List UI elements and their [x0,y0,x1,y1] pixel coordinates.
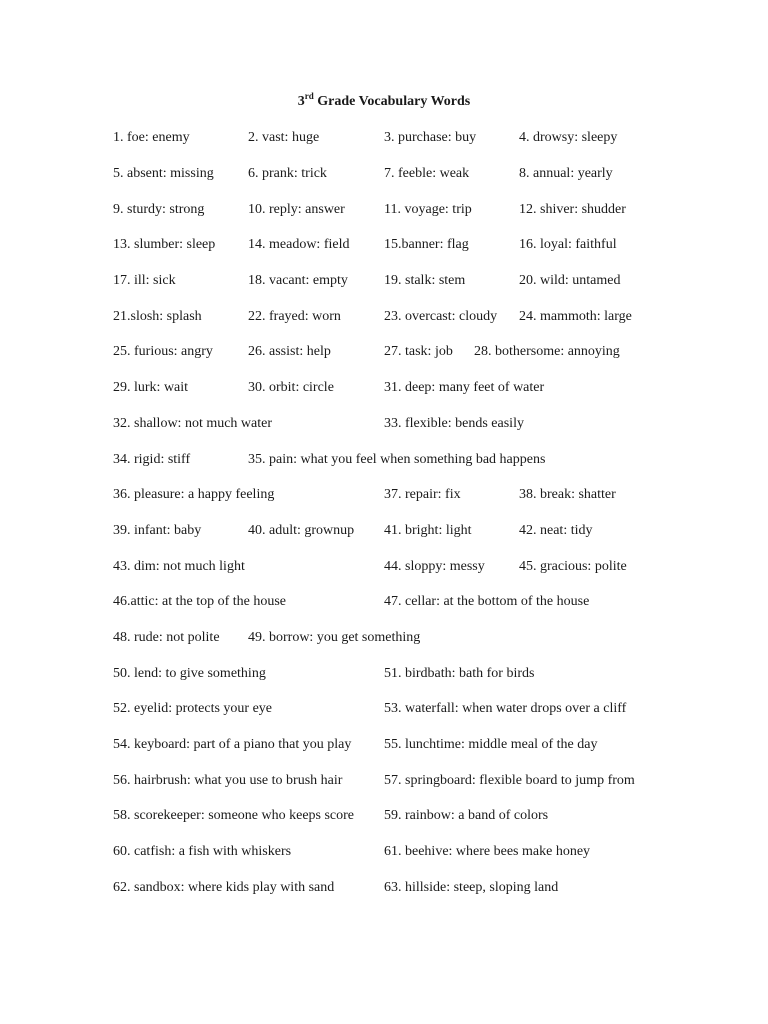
vocab-entry: 31. deep: many feet of water [384,380,545,395]
vocab-row [0,378,768,398]
vocab-entry: 47. cellar: at the bottom of the house [384,594,590,609]
vocab-entry: 37. repair: fix [384,487,461,502]
vocab-row [0,664,768,684]
vocab-entry: 11. voyage: trip [384,202,472,217]
vocab-entry: 39. infant: baby [113,523,202,538]
vocab-entry: 9. sturdy: strong [113,202,205,217]
vocab-row [0,699,768,719]
vocab-entry: 7. feeble: weak [384,166,470,181]
vocab-entry: 29. lurk: wait [113,380,189,395]
vocab-row [0,735,768,755]
vocab-entry: 16. loyal: faithful [519,237,617,252]
vocab-entry: 2. vast: huge [248,130,320,145]
vocab-entry: 13. slumber: sleep [113,237,216,252]
vocab-entry: 5. absent: missing [113,166,214,181]
vocab-entry: 55. lunchtime: middle meal of the day [384,737,598,752]
vocab-entry: 28. bothersome: annoying [474,344,620,359]
vocab-entry: 49. borrow: you get something [248,630,421,645]
vocab-entry: 52. eyelid: protects your eye [113,701,273,716]
vocab-entry: 45. gracious: polite [519,559,627,574]
vocab-entry: 38. break: shatter [519,487,616,502]
vocab-entry: 44. sloppy: messy [384,559,485,574]
vocab-row [0,414,768,434]
vocab-row [0,128,768,148]
vocab-entry: 57. springboard: flexible board to jump from [384,773,635,788]
vocab-row [0,235,768,255]
vocab-entry: 34. rigid: stiff [113,452,191,467]
vocab-row [0,806,768,826]
vocab-row [0,164,768,184]
vocab-row [0,485,768,505]
vocab-entry: 8. annual: yearly [519,166,613,181]
vocab-entry: 42. neat: tidy [519,523,593,538]
vocab-row [0,592,768,612]
vocab-entry: 15.banner: flag [384,237,469,252]
vocab-row [0,628,768,648]
vocab-entry: 36. pleasure: a happy feeling [113,487,275,502]
vocab-entry: 3. purchase: buy [384,130,477,145]
vocab-row [0,200,768,220]
vocab-entry: 17. ill: sick [113,273,176,288]
vocab-row [0,557,768,577]
vocab-entry: 40. adult: grownup [248,523,355,538]
vocab-entry: 30. orbit: circle [248,380,334,395]
vocab-entry: 10. reply: answer [248,202,345,217]
vocab-entry: 50. lend: to give something [113,666,266,681]
vocab-entry: 4. drowsy: sleepy [519,130,618,145]
vocab-entry: 19. stalk: stem [384,273,466,288]
vocab-entry: 1. foe: enemy [113,130,190,145]
vocab-entry: 6. prank: trick [248,166,327,181]
vocab-entry: 63. hillside: steep, sloping land [384,880,559,895]
vocab-entry: 25. furious: angry [113,344,213,359]
vocab-entry: 21.slosh: splash [113,309,202,324]
vocab-entry: 59. rainbow: a band of colors [384,808,549,823]
vocab-entry: 46.attic: at the top of the house [113,594,287,609]
vocab-entry: 54. keyboard: part of a piano that you play [113,737,352,752]
vocab-entry: 43. dim: not much light [113,559,245,574]
vocab-row [0,307,768,327]
vocab-entry: 26. assist: help [248,344,331,359]
vocab-entry: 22. frayed: worn [248,309,341,324]
vocab-entry: 32. shallow: not much water [113,416,273,431]
page-title [0,92,768,112]
title-number: 3 [297,94,305,109]
vocab-entry: 27. task: job [384,344,453,359]
vocab-entry: 35. pain: what you feel when something bad happens [248,452,546,467]
vocab-row [0,342,768,362]
vocab-row [0,842,768,862]
vocab-row [0,271,768,291]
vocab-entry: 56. hairbrush: what you use to brush hair [113,773,343,788]
vocab-entry: 14. meadow: field [248,237,350,252]
vocab-row [0,521,768,541]
vocab-entry: 33. flexible: bends easily [384,416,524,431]
vocab-row [0,771,768,791]
vocab-entry: 61. beehive: where bees make honey [384,844,591,859]
vocab-entry: 20. wild: untamed [519,273,621,288]
vocab-entry: 58. scorekeeper: someone who keeps score [113,808,355,823]
vocab-entry: 48. rude: not polite [113,630,220,645]
vocab-entry: 60. catfish: a fish with whiskers [113,844,292,859]
vocab-row [0,878,768,898]
vocab-entry: 62. sandbox: where kids play with sand [113,880,335,895]
vocab-row [0,450,768,470]
vocab-entry: 41. bright: light [384,523,472,538]
vocab-entry: 18. vacant: empty [248,273,348,288]
vocab-entry: 23. overcast: cloudy [384,309,498,324]
vocab-entry: 51. birdbath: bath for birds [384,666,535,681]
vocab-entry: 24. mammoth: large [519,309,632,324]
title-superscript: rd [304,91,314,101]
vocab-entry: 53. waterfall: when water drops over a cliff [384,701,627,716]
vocab-entry: 12. shiver: shudder [519,202,626,217]
title-text: Grade Vocabulary Words [313,94,471,109]
